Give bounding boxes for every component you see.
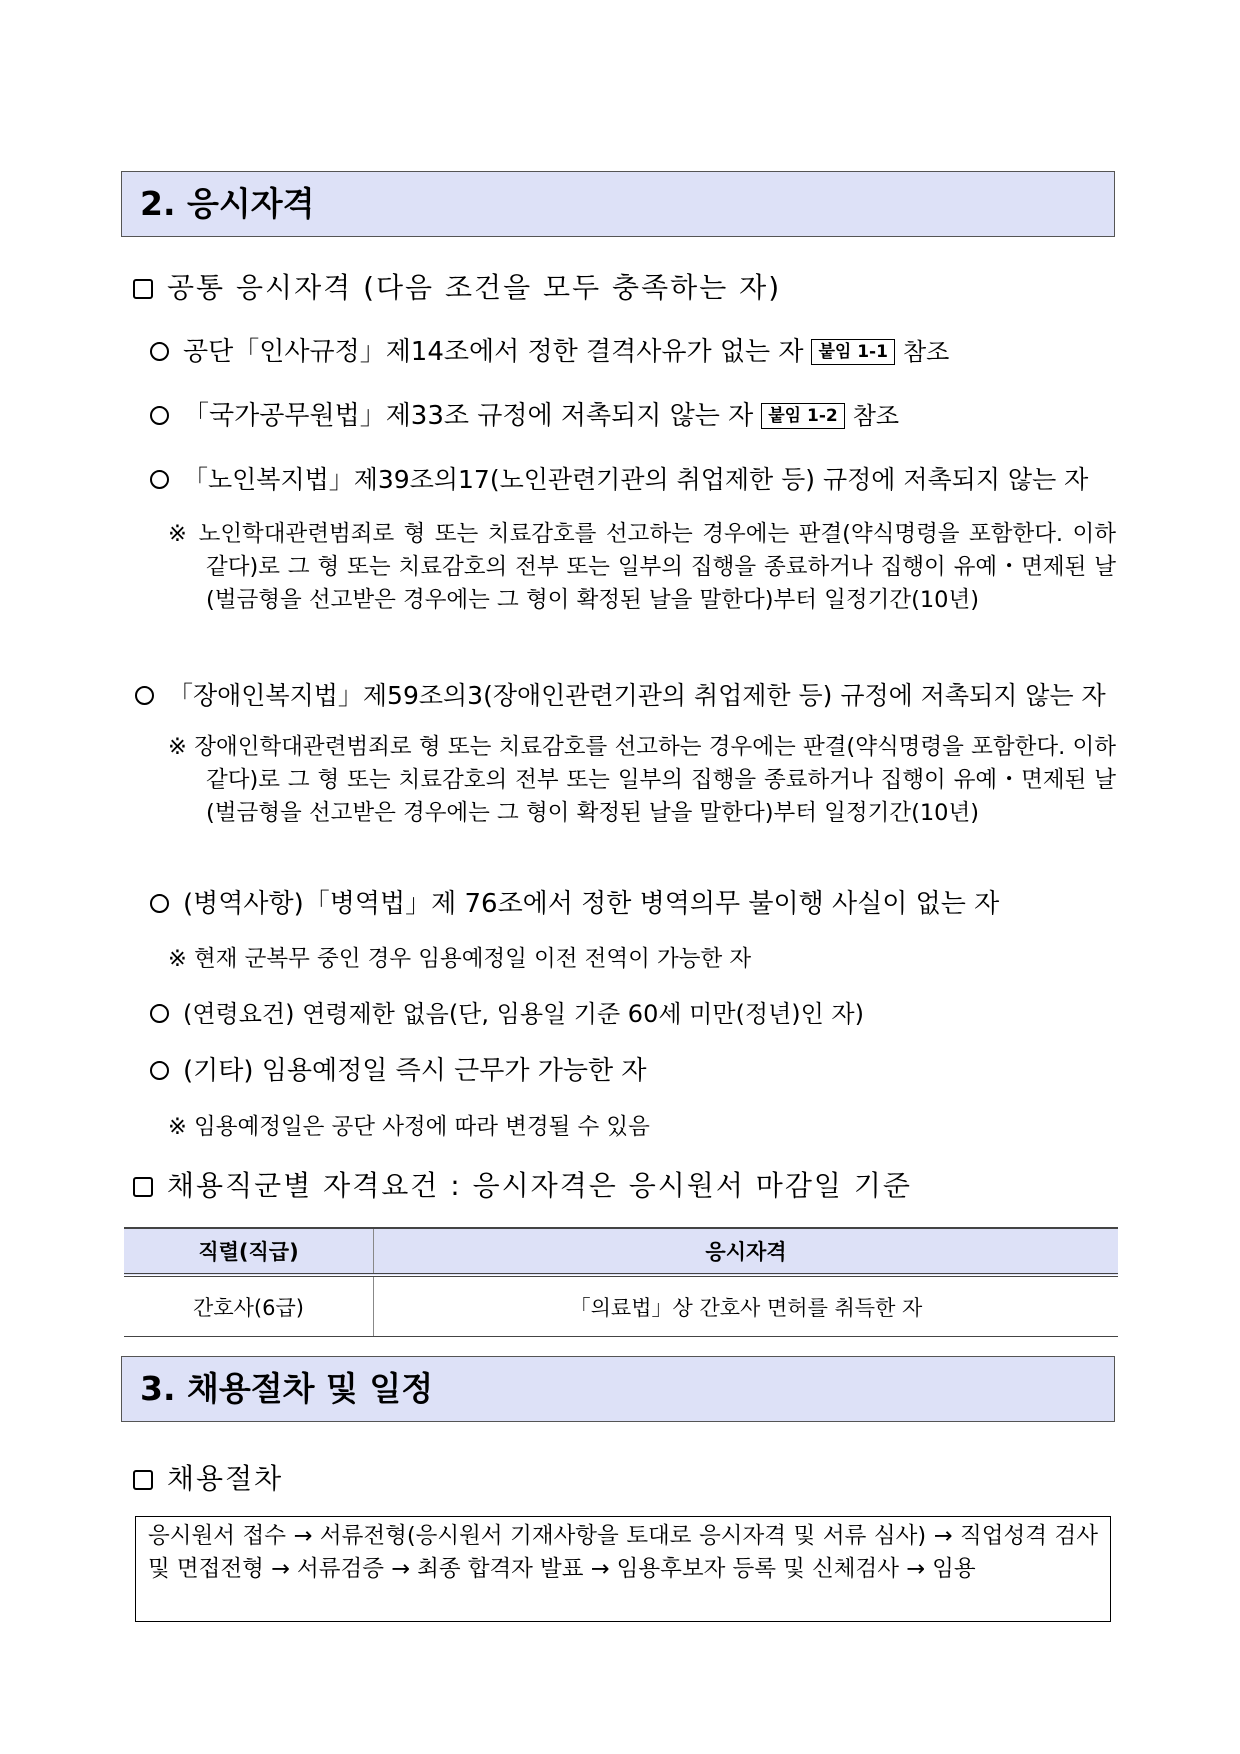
attachment-tag: 붙임 1-1 — [811, 339, 894, 365]
section-title: 2. 응시자격 — [140, 184, 315, 223]
section-header — [121, 171, 1115, 237]
subheading-procedure: 채용절차 — [133, 1457, 283, 1497]
table-header-row — [124, 1228, 1118, 1275]
note-text: ※ 장애인학대관련범죄로 형 또는 치료감호를 선고하는 경우에는 판결(약식명령을 포함한다. 이하 같다)로 그 형 또는 치료감호의 전부 또는 일부의 집행을 종료하거나 집행이 유예・면제된 날(벌금형을 선고받은 경우에는 그 형이 확정된 날을 말한다)부터 일정기간(10년) — [168, 734, 1116, 826]
subheading-common: 공통 응시자격 (다음 조건을 모두 충족하는 자) — [133, 266, 781, 306]
section-title: 3. 채용절차 및 일정 — [140, 1369, 434, 1408]
checkbox-square-icon — [133, 1470, 153, 1490]
qualification-table — [124, 1227, 1118, 1337]
circle-bullet-icon — [150, 406, 169, 425]
circle-bullet-icon — [150, 894, 169, 913]
table-header: 직렬(직급) — [124, 1228, 374, 1275]
procedure-box: 응시원서 접수 → 서류전형(응시원서 기재사항을 토대로 응시자격 및 서류 심사) → 직업성격 검사 및 면접전형 → 서류검증 → 최종 합격자 발표 → 임용후보자 등록 및 신체검사 → 임용 — [135, 1516, 1111, 1622]
list-item: 공단「인사규정」제14조에서 정한 결격사유가 없는 자 붙임 1-1 참조 — [150, 331, 949, 368]
list-item: (병역사항)「병역법」제 76조에서 정한 병역의무 불이행 사실이 없는 자 — [150, 883, 999, 920]
list-item: 「노인복지법」제39조의17(노인관련기관의 취업제한 등) 규정에 저촉되지 않는 자 — [150, 460, 1088, 496]
circle-bullet-icon — [150, 1061, 169, 1080]
table-row — [124, 1275, 1118, 1337]
note-text: ※ 현재 군복무 중인 경우 임용예정일 이전 전역이 가능한 자 — [168, 946, 752, 972]
list-item: (기타) 임용예정일 즉시 근무가 가능한 자 — [150, 1050, 646, 1087]
checkbox-square-icon — [133, 1177, 153, 1197]
circle-bullet-icon — [150, 470, 169, 489]
table-cell: 간호사(6급) — [124, 1275, 374, 1337]
table-header: 응시자격 — [374, 1228, 1119, 1275]
checkbox-square-icon — [133, 279, 153, 299]
list-item: (연령요건) 연령제한 없음(단, 임용일 기준 60세 미만(정년)인 자) — [150, 994, 864, 1029]
attachment-tag: 붙임 1-2 — [761, 403, 844, 429]
circle-bullet-icon — [150, 1004, 169, 1023]
section-header — [121, 1356, 1115, 1422]
list-item: 「장애인복지법」제59조의3(장애인관련기관의 취업제한 등) 규정에 저촉되지 않는 자 — [135, 676, 1106, 712]
circle-bullet-icon — [150, 342, 169, 361]
table-cell: 「의료법」상 간호사 면허를 취득한 자 — [374, 1275, 1119, 1337]
list-item: 「국가공무원법」제33조 규정에 저촉되지 않는 자 붙임 1-2 참조 — [150, 395, 899, 432]
circle-bullet-icon — [135, 686, 154, 705]
subheading-job: 채용직군별 자격요건 : 응시자격은 응시원서 마감일 기준 — [133, 1164, 912, 1204]
note-text: ※ 노인학대관련범죄로 형 또는 치료감호를 선고하는 경우에는 판결(약식명령을 포함한다. 이하 같다)로 그 형 또는 치료감호의 전부 또는 일부의 집행을 종료하거나 집행이 유예・면제된 날(벌금형을 선고받은 경우에는 그 형이 확정된 날을 말한다)부터 일정기간(10년) — [168, 521, 1116, 613]
note-text: ※ 임용예정일은 공단 사정에 따라 변경될 수 있음 — [168, 1114, 650, 1140]
